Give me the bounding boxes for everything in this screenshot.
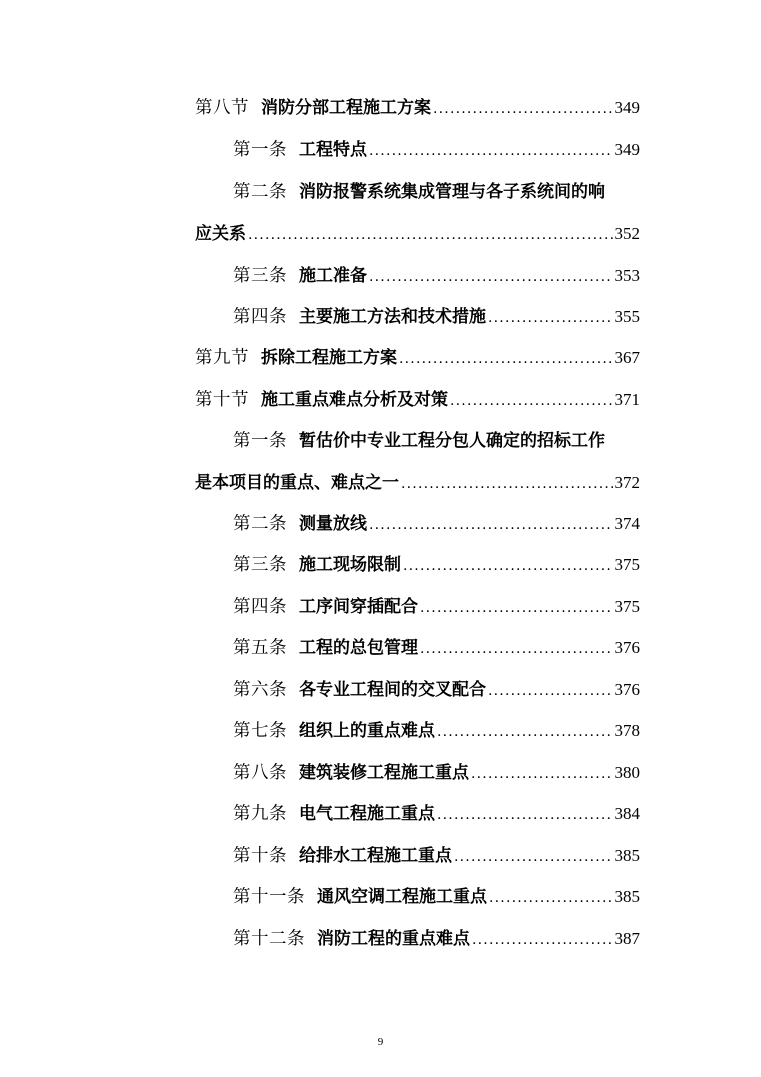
- toc-entry[interactable]: [233, 802, 640, 826]
- toc-entry-title: 建筑装修工程施工重点: [299, 763, 469, 783]
- dot-leader: [488, 679, 613, 703]
- toc-entry[interactable]: [233, 553, 640, 577]
- toc-entry[interactable]: [233, 305, 640, 329]
- toc-entry-title: 测量放线: [299, 514, 367, 534]
- toc-entry-title: 各专业工程间的交叉配合: [299, 680, 486, 700]
- toc-entry[interactable]: [195, 346, 640, 370]
- toc-entry-page: 385: [614, 887, 640, 906]
- toc-entry-title: 消防报警系统集成管理与各子系统间的响: [299, 182, 605, 202]
- dot-leader: [489, 886, 613, 910]
- toc-entry-label: 第十二条: [233, 929, 305, 949]
- toc-entry-label: 第十条: [233, 846, 287, 866]
- toc-entry-label: 第七条: [233, 721, 287, 741]
- dot-leader: [488, 306, 613, 330]
- toc-entry-title: 施工现场限制: [299, 555, 401, 575]
- toc-entry-label: 第十节: [195, 390, 249, 410]
- toc-entry[interactable]: [233, 885, 640, 909]
- toc-entry-title: 拆除工程施工方案: [261, 348, 397, 368]
- toc-entry-page: 353: [614, 266, 640, 285]
- toc-entry-title: 工序间穿插配合: [299, 597, 418, 617]
- toc-entry[interactable]: [233, 927, 640, 951]
- dot-leader: [420, 637, 613, 661]
- dot-leader: [437, 720, 613, 744]
- dot-leader: [437, 803, 613, 827]
- toc-entry-page: 371: [614, 390, 640, 409]
- toc-entry[interactable]: [233, 636, 640, 660]
- toc-entry-label: 第三条: [233, 555, 287, 575]
- dot-leader: [420, 596, 613, 620]
- toc-entry-title: 是本项目的重点、难点之一: [195, 473, 399, 493]
- toc-entry[interactable]: [233, 761, 640, 785]
- toc-entry-page: 387: [614, 929, 640, 948]
- toc-entry-label: 第六条: [233, 680, 287, 700]
- toc-entry[interactable]: [195, 96, 640, 120]
- toc-entry[interactable]: [233, 180, 640, 204]
- dot-leader: [471, 762, 613, 786]
- dot-leader: [399, 347, 613, 371]
- toc-entry-label: 第三条: [233, 266, 287, 286]
- toc-entry-page: 385: [614, 846, 640, 865]
- toc-entry-page: 376: [614, 680, 640, 699]
- toc-entry-label: 第八节: [195, 98, 249, 118]
- toc-entry[interactable]: [233, 138, 640, 162]
- dot-leader: [369, 513, 613, 537]
- toc-entry-page: 355: [614, 307, 640, 326]
- toc-entry-page: 367: [614, 348, 640, 367]
- toc-entry-label: 第十一条: [233, 887, 305, 907]
- toc-entry-label: 第四条: [233, 307, 287, 327]
- toc-entry-label: 第九条: [233, 804, 287, 824]
- toc-entry[interactable]: [233, 719, 640, 743]
- toc-entry-continuation[interactable]: [195, 222, 640, 246]
- toc-entry-title: 给排水工程施工重点: [299, 846, 452, 866]
- toc-entry-page: 349: [614, 140, 640, 159]
- toc-entry-page: 376: [614, 638, 640, 657]
- dot-leader: [369, 139, 613, 163]
- toc-entry[interactable]: [195, 388, 640, 412]
- toc-entry-label: 第二条: [233, 182, 287, 202]
- toc-entry[interactable]: [233, 512, 640, 536]
- dot-leader: [433, 97, 613, 121]
- toc-entry-title: 施工准备: [299, 266, 367, 286]
- toc-entry-page: 352: [614, 224, 640, 243]
- toc-entry-continuation[interactable]: [195, 471, 640, 495]
- dot-leader: [369, 265, 613, 289]
- toc-entry-label: 第八条: [233, 763, 287, 783]
- toc-entry-page: 349: [614, 98, 640, 117]
- toc-entry-title: 工程特点: [299, 140, 367, 160]
- toc-entry-title: 应关系: [195, 224, 246, 244]
- toc-entry-label: 第九节: [195, 348, 249, 368]
- toc-entry-label: 第一条: [233, 140, 287, 160]
- toc-entry-title: 施工重点难点分析及对策: [261, 390, 448, 410]
- toc-entry-title: 消防分部工程施工方案: [261, 98, 431, 118]
- toc-entry-title: 消防工程的重点难点: [317, 929, 470, 949]
- toc-entry-title: 通风空调工程施工重点: [317, 887, 487, 907]
- toc-entry[interactable]: [233, 678, 640, 702]
- toc-entry-page: 372: [614, 473, 640, 492]
- toc-entry-page: 375: [614, 555, 640, 574]
- toc-entry-title: 工程的总包管理: [299, 638, 418, 658]
- toc-entry-page: 384: [614, 804, 640, 823]
- toc-entry-title: 主要施工方法和技术措施: [299, 307, 486, 327]
- toc-entry-title: 电气工程施工重点: [299, 804, 435, 824]
- dot-leader: [472, 928, 613, 952]
- toc-entry-page: 378: [614, 721, 640, 740]
- toc-entry-label: 第五条: [233, 638, 287, 658]
- dot-leader: [403, 554, 613, 578]
- toc-entry-page: 375: [614, 597, 640, 616]
- toc-entry[interactable]: [233, 264, 640, 288]
- toc-entry-label: 第二条: [233, 514, 287, 534]
- dot-leader: [248, 223, 613, 247]
- toc-entry-title: 暂估价中专业工程分包人确定的招标工作: [299, 431, 605, 451]
- dot-leader: [454, 845, 613, 869]
- toc-entry-page: 380: [614, 763, 640, 782]
- page-number-footer: 9: [377, 1036, 384, 1048]
- toc-entry[interactable]: [233, 429, 640, 453]
- toc-entry-label: 第四条: [233, 597, 287, 617]
- dot-leader: [401, 472, 613, 496]
- toc-entry[interactable]: [233, 595, 640, 619]
- dot-leader: [450, 389, 613, 413]
- toc-entry[interactable]: [233, 844, 640, 868]
- toc-entry-title: 组织上的重点难点: [299, 721, 435, 741]
- toc-entry-label: 第一条: [233, 431, 287, 451]
- toc-entry-page: 374: [614, 514, 640, 533]
